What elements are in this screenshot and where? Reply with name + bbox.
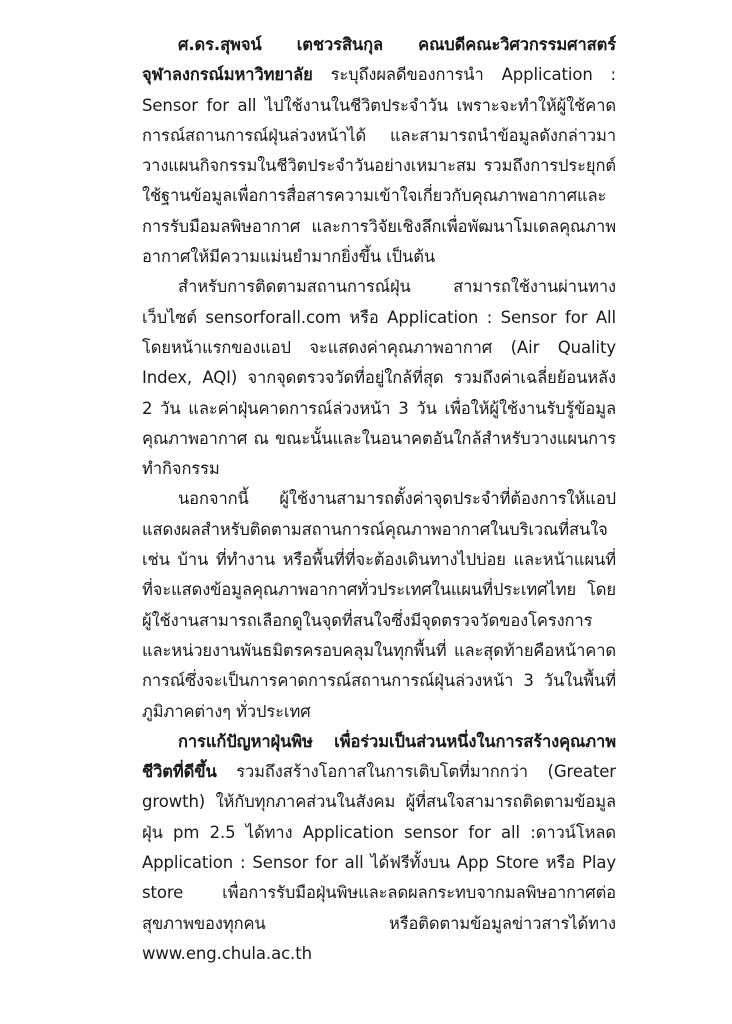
paragraph-conclusion xyxy=(142,727,616,969)
paragraph-features xyxy=(142,484,616,726)
paragraph-text: สำหรับการติดตามสถานการณ์ฝุ่น สามารถใช้งานผ่านทางเว็บไซต์ sensorforall.com หรือ Application : Sensor for All โดยหน้าแรกของแอป จะแสดงค่าคุณภาพอากาศ (Air Quality Index, AQI) จากจุดตรวจวัดที่อยู่ใกล้ที่สุด รวมถึงค่าเฉลี่ยย้อนหลัง 2 วัน และค่าฝุ่นคาดการณ์ล่วงหน้า 3 วัน เพื่อให้ผู้ใช้งานรับรู้ข้อมูลคุณภาพอากาศ ณ ขณะนั้นและในอนาคตอันใกล้สำหรับวางแผนการทำกิจกรรม xyxy=(142,277,616,479)
paragraph-tracking xyxy=(142,272,616,484)
paragraph-text: นอกจากนี้ ผู้ใช้งานสามารถตั้งค่าจุดประจำที่ต้องการให้แอปแสดงผลสำหรับติดตามสถานการณ์คุณภาพอากาศในบริเวณที่สนใจ เช่น บ้าน ที่ทำงาน หรือพื้นที่ที่จะต้องเดินทางไปบ่อย และหน้าแผนที่ที่จะแสดงข้อมูลคุณภาพอากาศทั่วประเทศในแผนที่ประเทศไทย โดยผู้ใช้งานสามารถเลือกดูในจุดที่สนใจซึ่งมีจุดตรวจวัดของโครงการและหน่วยงานพันธมิตรครอบคลุมในทุกพื้นที่ และสุดท้ายคือหน้าคาดการณ์ซึ่งจะเป็นการคาดการณ์สถานการณ์ฝุ่นล่วงหน้า 3 วันในพื้นที่ภูมิภาคต่างๆ ทั่วประเทศ xyxy=(142,489,616,721)
article-body xyxy=(142,30,616,969)
dean-name-lead: ศ.ดร.สุพจน์ เตชวรสินกุล คณบดีคณะวิศวกรรมศาสตร์ จุฬาลงกรณ์มหาวิทยาลัย xyxy=(142,35,616,85)
conclusion-lead: การแก้ปัญหาฝุ่นพิษ เพื่อร่วมเป็นส่วนหนึ่งในการสร้างคุณภาพชีวิตที่ดีขึ้น xyxy=(142,731,616,782)
paragraph-dean-statement xyxy=(142,30,616,272)
paragraph-text: รวมถึงสร้างโอกาสในการเติบโตที่มากกว่า (Greater growth) ให้กับทุกภาคส่วนในสังคม ผู้ที่สนใจสามารถติดตามข้อมูลฝุ่น pm 2.5 ได้ทาง Application sensor for all :ดาวน์โหลด Application : Sensor for all ได้ฟรีทั้งบน App Store หรือ Play store เพื่อการรับมือฝุ่นพิษและลดผลกระทบจากมลพิษอากาศต่อสุขภาพของทุกคน หรือติดตามข้อมูลข่าวสารได้ทาง www.eng.chula.ac.th xyxy=(142,762,616,963)
paragraph-text: ระบุถึงผลดีของการนำ Application : Sensor for all ไปใช้งานในชีวิตประจำวัน เพราะจะทำให้ผู้ใช้คาดการณ์สถานการณ์ฝุ่นล่วงหน้าได้ และสามารถนำข้อมูลดังกล่าวมา วางแผนกิจกรรมในชีวิตประจำวันอย่างเหมาะสม รวมถึงการประยุกต์ใช้ฐานข้อมูลเพื่อการสื่อสารความเข้าใจเกี่ยวกับคุณภาพอากาศและการรับมือมลพิษอากาศ และการวิจัยเชิงลึกเพื่อพัฒนาโมเดลคุณภาพอากาศให้มีความแม่นยำมากยิ่งขึ้น เป็นต้น xyxy=(142,65,616,267)
